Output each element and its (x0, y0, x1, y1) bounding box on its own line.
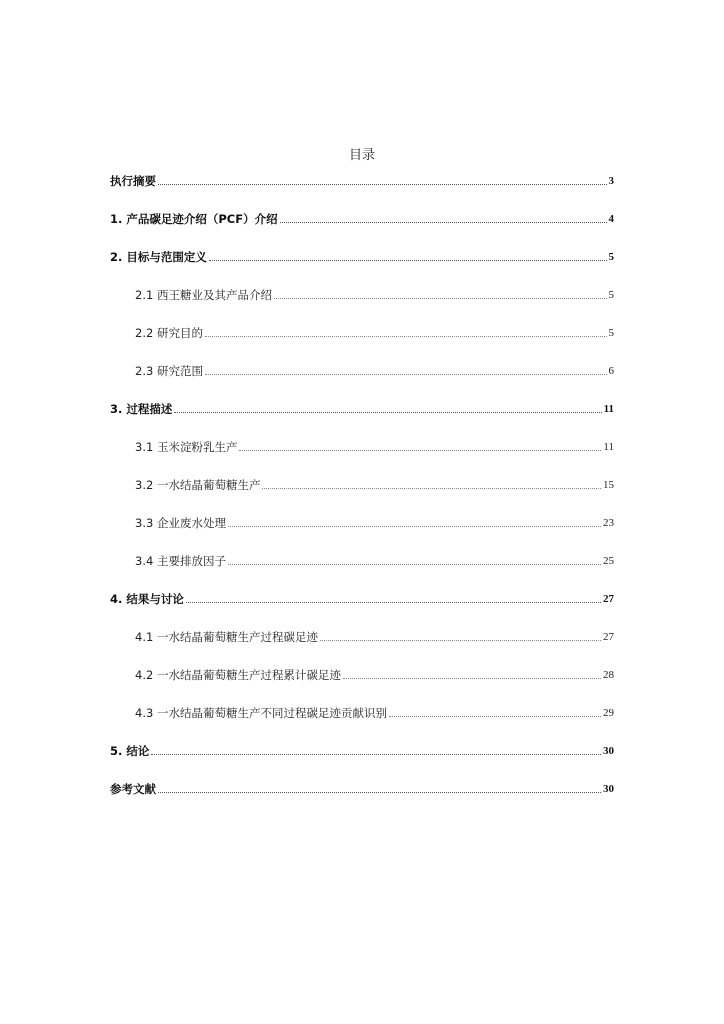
toc-entry-label: 4.3 一水结晶葡萄糖生产不同过程碳足迹贡献识别 (135, 706, 387, 720)
toc-entry-label: 4.2 一水结晶葡萄糖生产过程累计碳足迹 (135, 668, 341, 682)
toc-entry-section-4-1[interactable] (135, 629, 614, 645)
toc-entry-page: 27 (603, 631, 614, 643)
dot-leader (280, 222, 607, 223)
toc-entry-executive-summary[interactable] (110, 173, 614, 189)
dot-leader (209, 260, 607, 261)
toc-entry-page: 15 (603, 479, 614, 491)
dot-leader (239, 450, 601, 451)
toc-entry-section-3-4[interactable] (135, 553, 614, 569)
toc-entry-page: 25 (603, 555, 614, 567)
toc-entry-section-3-2[interactable] (135, 477, 614, 493)
dot-leader (343, 678, 601, 679)
toc-entry-label: 3.3 企业废水处理 (135, 516, 226, 530)
dot-leader (228, 526, 601, 527)
toc-entry-label: 3.2 一水结晶葡萄糖生产 (135, 478, 261, 492)
toc-entry-section-4-2[interactable] (135, 667, 614, 683)
toc-entry-label: 3. 过程描述 (110, 402, 173, 416)
toc-entry-page: 28 (603, 669, 614, 681)
dot-leader (274, 298, 607, 299)
dot-leader (158, 792, 601, 793)
toc-entry-label: 5. 结论 (110, 744, 150, 758)
toc-entry-label: 3.4 主要排放因子 (135, 554, 226, 568)
dot-leader (228, 564, 601, 565)
toc-entry-label: 2.1 西王糖业及其产品介绍 (135, 288, 272, 302)
dot-leader (205, 336, 607, 337)
toc-entry-page: 29 (603, 707, 614, 719)
toc-entry-label: 2. 目标与范围定义 (110, 250, 207, 264)
toc-entry-page: 11 (603, 441, 614, 453)
toc-entry-label: 执行摘要 (110, 174, 156, 188)
toc-title: 目录 (348, 148, 375, 163)
toc-entry-label: 2.2 研究目的 (135, 326, 203, 340)
toc-entry-section-2[interactable] (110, 249, 614, 265)
toc-entry-page: 11 (603, 403, 614, 415)
toc-entry-page: 27 (603, 593, 614, 605)
toc-entry-label: 3.1 玉米淀粉乳生产 (135, 440, 238, 454)
toc-entry-page: 30 (603, 745, 614, 757)
toc-entry-section-5[interactable] (110, 743, 614, 759)
toc-entry-section-2-1[interactable] (135, 287, 614, 303)
toc-entry-page: 23 (603, 517, 614, 529)
toc-entry-section-2-2[interactable] (135, 325, 614, 341)
toc-entry-label: 参考文献 (110, 782, 156, 796)
toc-entry-label: 4. 结果与讨论 (110, 592, 184, 606)
dot-leader (186, 602, 601, 603)
dot-leader (174, 412, 601, 413)
toc-entry-section-3-3[interactable] (135, 515, 614, 531)
toc-entry-page: 4 (608, 213, 614, 225)
toc-entry-section-2-3[interactable] (135, 363, 614, 379)
toc-entry-page: 5 (608, 289, 614, 301)
dot-leader (151, 754, 601, 755)
toc-entry-page: 3 (608, 175, 614, 187)
toc-entry-section-3-1[interactable] (135, 439, 614, 455)
toc-entry-page: 5 (608, 327, 614, 339)
toc-entry-page: 6 (608, 365, 614, 377)
toc-entry-section-3[interactable] (110, 401, 614, 417)
toc-entry-label: 1. 产品碳足迹介绍（PCF）介绍 (110, 212, 278, 226)
toc-entry-references[interactable] (110, 781, 614, 797)
dot-leader (205, 374, 607, 375)
toc-entry-section-4-3[interactable] (135, 705, 614, 721)
toc-entry-label: 4.1 一水结晶葡萄糖生产过程碳足迹 (135, 630, 318, 644)
toc-entry-label: 2.3 研究范围 (135, 364, 203, 378)
dot-leader (389, 716, 601, 717)
dot-leader (158, 184, 607, 185)
dot-leader (320, 640, 601, 641)
dot-leader (262, 488, 601, 489)
toc-entry-section-4[interactable] (110, 591, 614, 607)
toc-entry-section-1[interactable] (110, 211, 614, 227)
toc-entry-page: 30 (603, 783, 614, 795)
toc-entry-page: 5 (608, 251, 614, 263)
